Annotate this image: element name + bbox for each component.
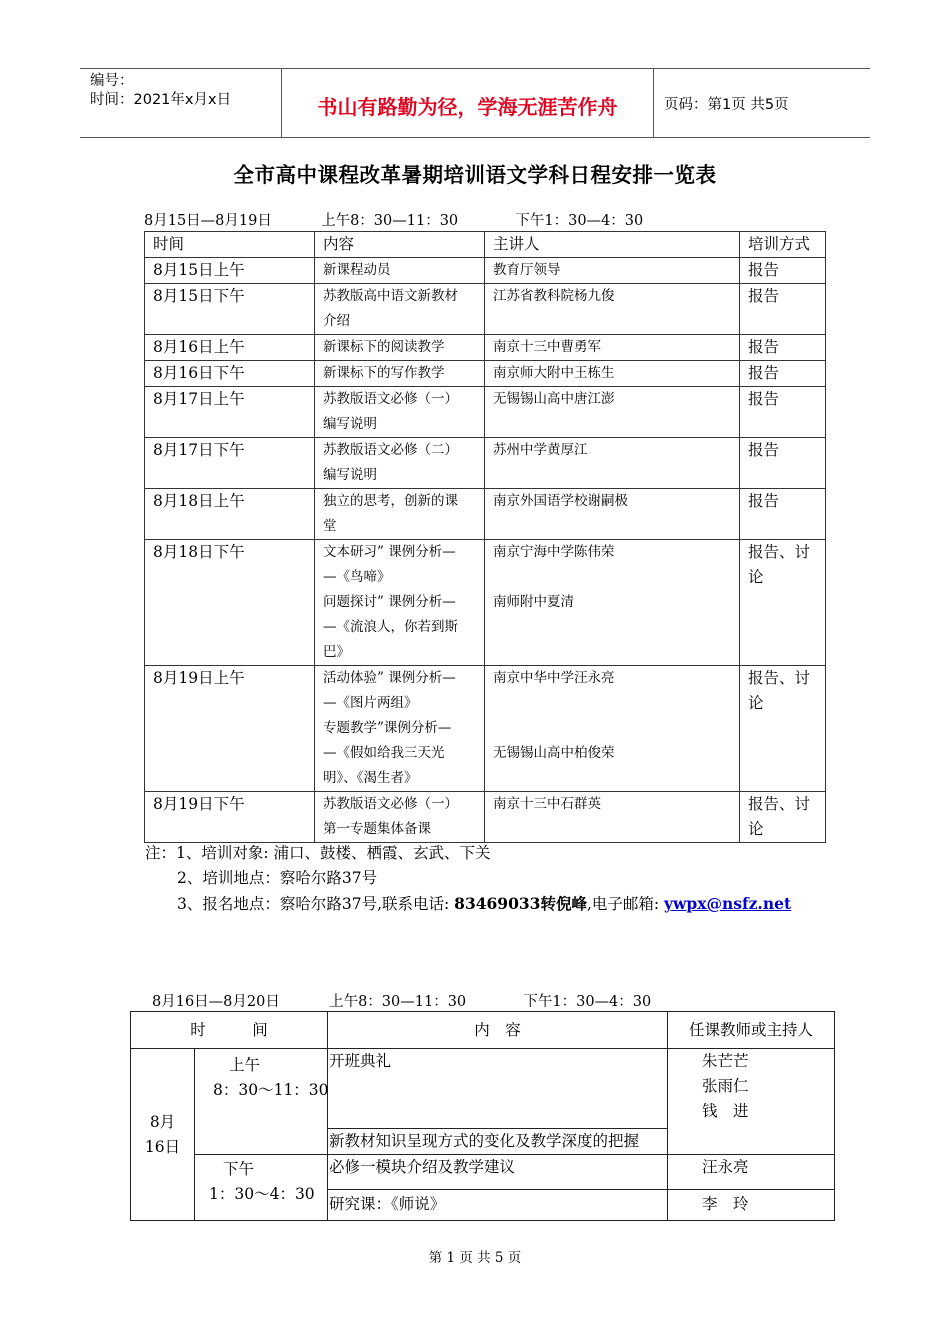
row-time: 8月18日下午 xyxy=(145,540,315,666)
content-line: 堂 xyxy=(323,518,337,534)
content-line: 问题探讨” 课例分析— xyxy=(323,594,456,610)
speaker-line: 苏州中学黄厚江 xyxy=(493,442,588,458)
am-time: 8：30～11：30 xyxy=(213,1081,329,1099)
schedule2-table xyxy=(130,1011,835,1221)
schedule1-body xyxy=(145,258,826,843)
row-mode: 报告 xyxy=(740,387,826,438)
note-3 xyxy=(145,891,791,917)
table-row xyxy=(145,792,826,843)
content-line: 编写说明 xyxy=(323,416,377,432)
content-line: 苏教版语文必修（一） xyxy=(323,796,458,812)
content-line: 专题教学”课例分析— xyxy=(323,720,452,736)
row-mode: 报告 xyxy=(740,284,826,335)
content-line: 新课标下的阅读教学 xyxy=(323,339,445,355)
table-row xyxy=(145,335,826,361)
schedule1-table xyxy=(144,231,826,843)
note-2: 2、培训地点：察哈尔路37号 xyxy=(177,869,378,887)
row-speaker xyxy=(485,666,740,792)
row-content xyxy=(315,489,485,540)
time-label: 时间：2021年x月x日 xyxy=(90,92,232,108)
teacher-2: 张雨仁 xyxy=(702,1077,749,1095)
content-cell xyxy=(328,1190,668,1221)
row-time: 8月19日下午 xyxy=(145,792,315,843)
schedule2-info xyxy=(152,990,651,1011)
content-line: 编写说明 xyxy=(323,467,377,483)
row-speaker xyxy=(485,540,740,666)
schedule1-afternoon: 下午1：30—4：30 xyxy=(515,213,644,229)
row-content xyxy=(315,666,485,792)
am-label: 上午 xyxy=(229,1056,261,1074)
day-line1: 8月 xyxy=(149,1112,176,1131)
speaker-line: 南京中华中学汪永亮 xyxy=(493,670,615,686)
row-content xyxy=(315,335,485,361)
content-line: 活动体验” 课例分析— xyxy=(323,670,456,686)
day-line2: 16日 xyxy=(144,1137,181,1156)
page-footer: 第 1 页 共 5 页 xyxy=(428,1250,522,1266)
content-line: —《流浪人，你若到斯 xyxy=(323,619,458,635)
speaker-line: 南京师大附中王栋生 xyxy=(493,365,615,381)
pm-cell xyxy=(195,1155,328,1221)
pm-time: 1：30～4：30 xyxy=(209,1185,315,1203)
row-speaker xyxy=(485,387,740,438)
row-time: 8月18日上午 xyxy=(145,489,315,540)
schedule2-header-row xyxy=(131,1012,835,1049)
row-content xyxy=(315,284,485,335)
teacher-4: 汪永亮 xyxy=(702,1158,749,1176)
row-time: 8月17日上午 xyxy=(145,387,315,438)
row-time: 8月19日上午 xyxy=(145,666,315,792)
column-header: 内容 xyxy=(315,232,485,258)
row-speaker xyxy=(485,438,740,489)
row-speaker xyxy=(485,489,740,540)
item-opening: 开班典礼 xyxy=(329,1052,392,1070)
page-header xyxy=(80,68,870,138)
row-speaker xyxy=(485,258,740,284)
row-mode: 报告 xyxy=(740,489,826,540)
schedule1-header-row xyxy=(145,232,826,258)
item-module: 必修一模块介绍及教学建议 xyxy=(329,1158,516,1176)
speaker-line xyxy=(493,565,739,590)
column-header: 主讲人 xyxy=(485,232,740,258)
table-row xyxy=(145,438,826,489)
column-header: 培训方式 xyxy=(740,232,826,258)
content-line: 苏教版高中语文新教材 xyxy=(323,288,458,304)
content-line: 明》、《渴生者》 xyxy=(323,770,418,786)
row-mode: 报告 xyxy=(740,438,826,489)
table-row xyxy=(145,361,826,387)
speaker-line: 南京十三中曹勇军 xyxy=(493,339,601,355)
row-mode: 报告、讨论 xyxy=(740,792,826,843)
column-header-teacher: 任课教师或主持人 xyxy=(668,1012,835,1049)
teacher-5: 李 玲 xyxy=(702,1195,749,1213)
teacher-cell xyxy=(668,1155,835,1190)
row-speaker xyxy=(485,335,740,361)
speaker-line: 无锡锡山高中柏俊荣 xyxy=(493,745,615,761)
am-cell xyxy=(195,1049,328,1155)
row-time: 8月16日下午 xyxy=(145,361,315,387)
row-time: 8月16日上午 xyxy=(145,335,315,361)
content-line: —《图片两组》 xyxy=(323,695,418,711)
table-row xyxy=(131,1155,835,1190)
table-row xyxy=(145,540,826,666)
content-line: 苏教版语文必修（一） xyxy=(323,391,458,407)
speaker-line: 南京十三中石群英 xyxy=(493,796,601,812)
note-3-mid: ,电子邮箱: xyxy=(586,895,665,913)
row-speaker xyxy=(485,284,740,335)
row-speaker xyxy=(485,792,740,843)
speaker-line: 南京外国语学校谢嗣极 xyxy=(493,493,628,509)
schedule2-afternoon: 下午1：30—4：30 xyxy=(523,994,652,1010)
row-content xyxy=(315,540,485,666)
speaker-line: 江苏省教科院杨九俊 xyxy=(493,288,615,304)
row-time: 8月15日下午 xyxy=(145,284,315,335)
table-row xyxy=(145,284,826,335)
speaker-line xyxy=(493,716,739,741)
contact-phone: 83469033转倪峰 xyxy=(454,894,587,913)
row-mode: 报告 xyxy=(740,258,826,284)
row-content xyxy=(315,387,485,438)
table-row xyxy=(145,387,826,438)
row-content xyxy=(315,361,485,387)
row-mode: 报告、讨论 xyxy=(740,666,826,792)
content-line: —《假如给我三天光 xyxy=(323,745,445,761)
note-1: 注：1、培训对象: 浦口、鼓楼、栖霞、玄武、下关 xyxy=(145,844,491,862)
row-mode: 报告 xyxy=(740,361,826,387)
speaker-line: 南师附中夏清 xyxy=(493,594,574,610)
schedule1-morning: 上午8：30—11：30 xyxy=(321,213,459,229)
notes xyxy=(145,841,791,917)
schedule2-morning: 上午8：30—11：30 xyxy=(329,994,467,1010)
day-cell xyxy=(131,1049,195,1221)
header-page-code: 页码：第1页 共5页 xyxy=(664,97,789,113)
teacher-cell xyxy=(668,1190,835,1221)
table-row xyxy=(145,489,826,540)
column-header: 时间 xyxy=(145,232,315,258)
teacher-1: 朱芒芒 xyxy=(702,1052,749,1070)
header-motto: 书山有路勤为径，学海无涯苦作舟 xyxy=(282,69,654,137)
content-line: 新课程动员 xyxy=(323,262,391,278)
row-time: 8月15日上午 xyxy=(145,258,315,284)
teacher-3: 钱 进 xyxy=(702,1102,749,1120)
row-speaker xyxy=(485,361,740,387)
pm-label: 下午 xyxy=(223,1160,255,1178)
content-line: 新课标下的写作教学 xyxy=(323,365,445,381)
content-line: 独立的思考，创新的课 xyxy=(323,493,458,509)
row-content xyxy=(315,258,485,284)
table-row xyxy=(145,666,826,792)
content-line: —《鸟啼》 xyxy=(323,569,391,585)
teacher-cell xyxy=(668,1049,835,1155)
email-link[interactable]: ywpx@nsfz.net xyxy=(664,894,792,913)
content-line: 第一专题集体备课 xyxy=(323,821,431,837)
row-content xyxy=(315,792,485,843)
item-new-material: 新教材知识呈现方式的变化及教学深度的把握 xyxy=(329,1132,640,1150)
table-row xyxy=(131,1049,835,1129)
row-mode: 报告、讨论 xyxy=(740,540,826,666)
speaker-line: 南京宁海中学陈伟荣 xyxy=(493,544,615,560)
serial-label: 编号： xyxy=(90,73,134,89)
schedule2-date-range: 8月16日—8月20日 xyxy=(152,994,280,1010)
schedule1-date-range: 8月15日—8月19日 xyxy=(144,213,272,229)
content-line: 巴》 xyxy=(323,644,350,660)
content-line: 文本研习” 课例分析— xyxy=(323,544,456,560)
content-line: 介绍 xyxy=(323,313,350,329)
content-cell xyxy=(328,1129,668,1155)
speaker-line: 教育厅领导 xyxy=(493,262,561,278)
speaker-line xyxy=(493,691,739,716)
content-line: 苏教版语文必修（二） xyxy=(323,442,458,458)
table-row xyxy=(145,258,826,284)
column-header-time: 时 间 xyxy=(131,1012,328,1049)
column-header-content: 内 容 xyxy=(328,1012,668,1049)
content-cell xyxy=(328,1049,668,1129)
item-research-lesson: 研究课：《师说》 xyxy=(329,1195,446,1213)
row-mode: 报告 xyxy=(740,335,826,361)
document-title: 全市高中课程改革暑期培训语文学科日程安排一览表 xyxy=(233,163,717,187)
row-time: 8月17日下午 xyxy=(145,438,315,489)
speaker-line: 无锡锡山高中唐江澎 xyxy=(493,391,615,407)
note-3-prefix: 3、报名地点：察哈尔路37号,联系电话: xyxy=(177,895,455,913)
header-meta xyxy=(80,69,282,137)
row-content xyxy=(315,438,485,489)
content-cell xyxy=(328,1155,668,1190)
schedule1-info xyxy=(144,209,643,230)
